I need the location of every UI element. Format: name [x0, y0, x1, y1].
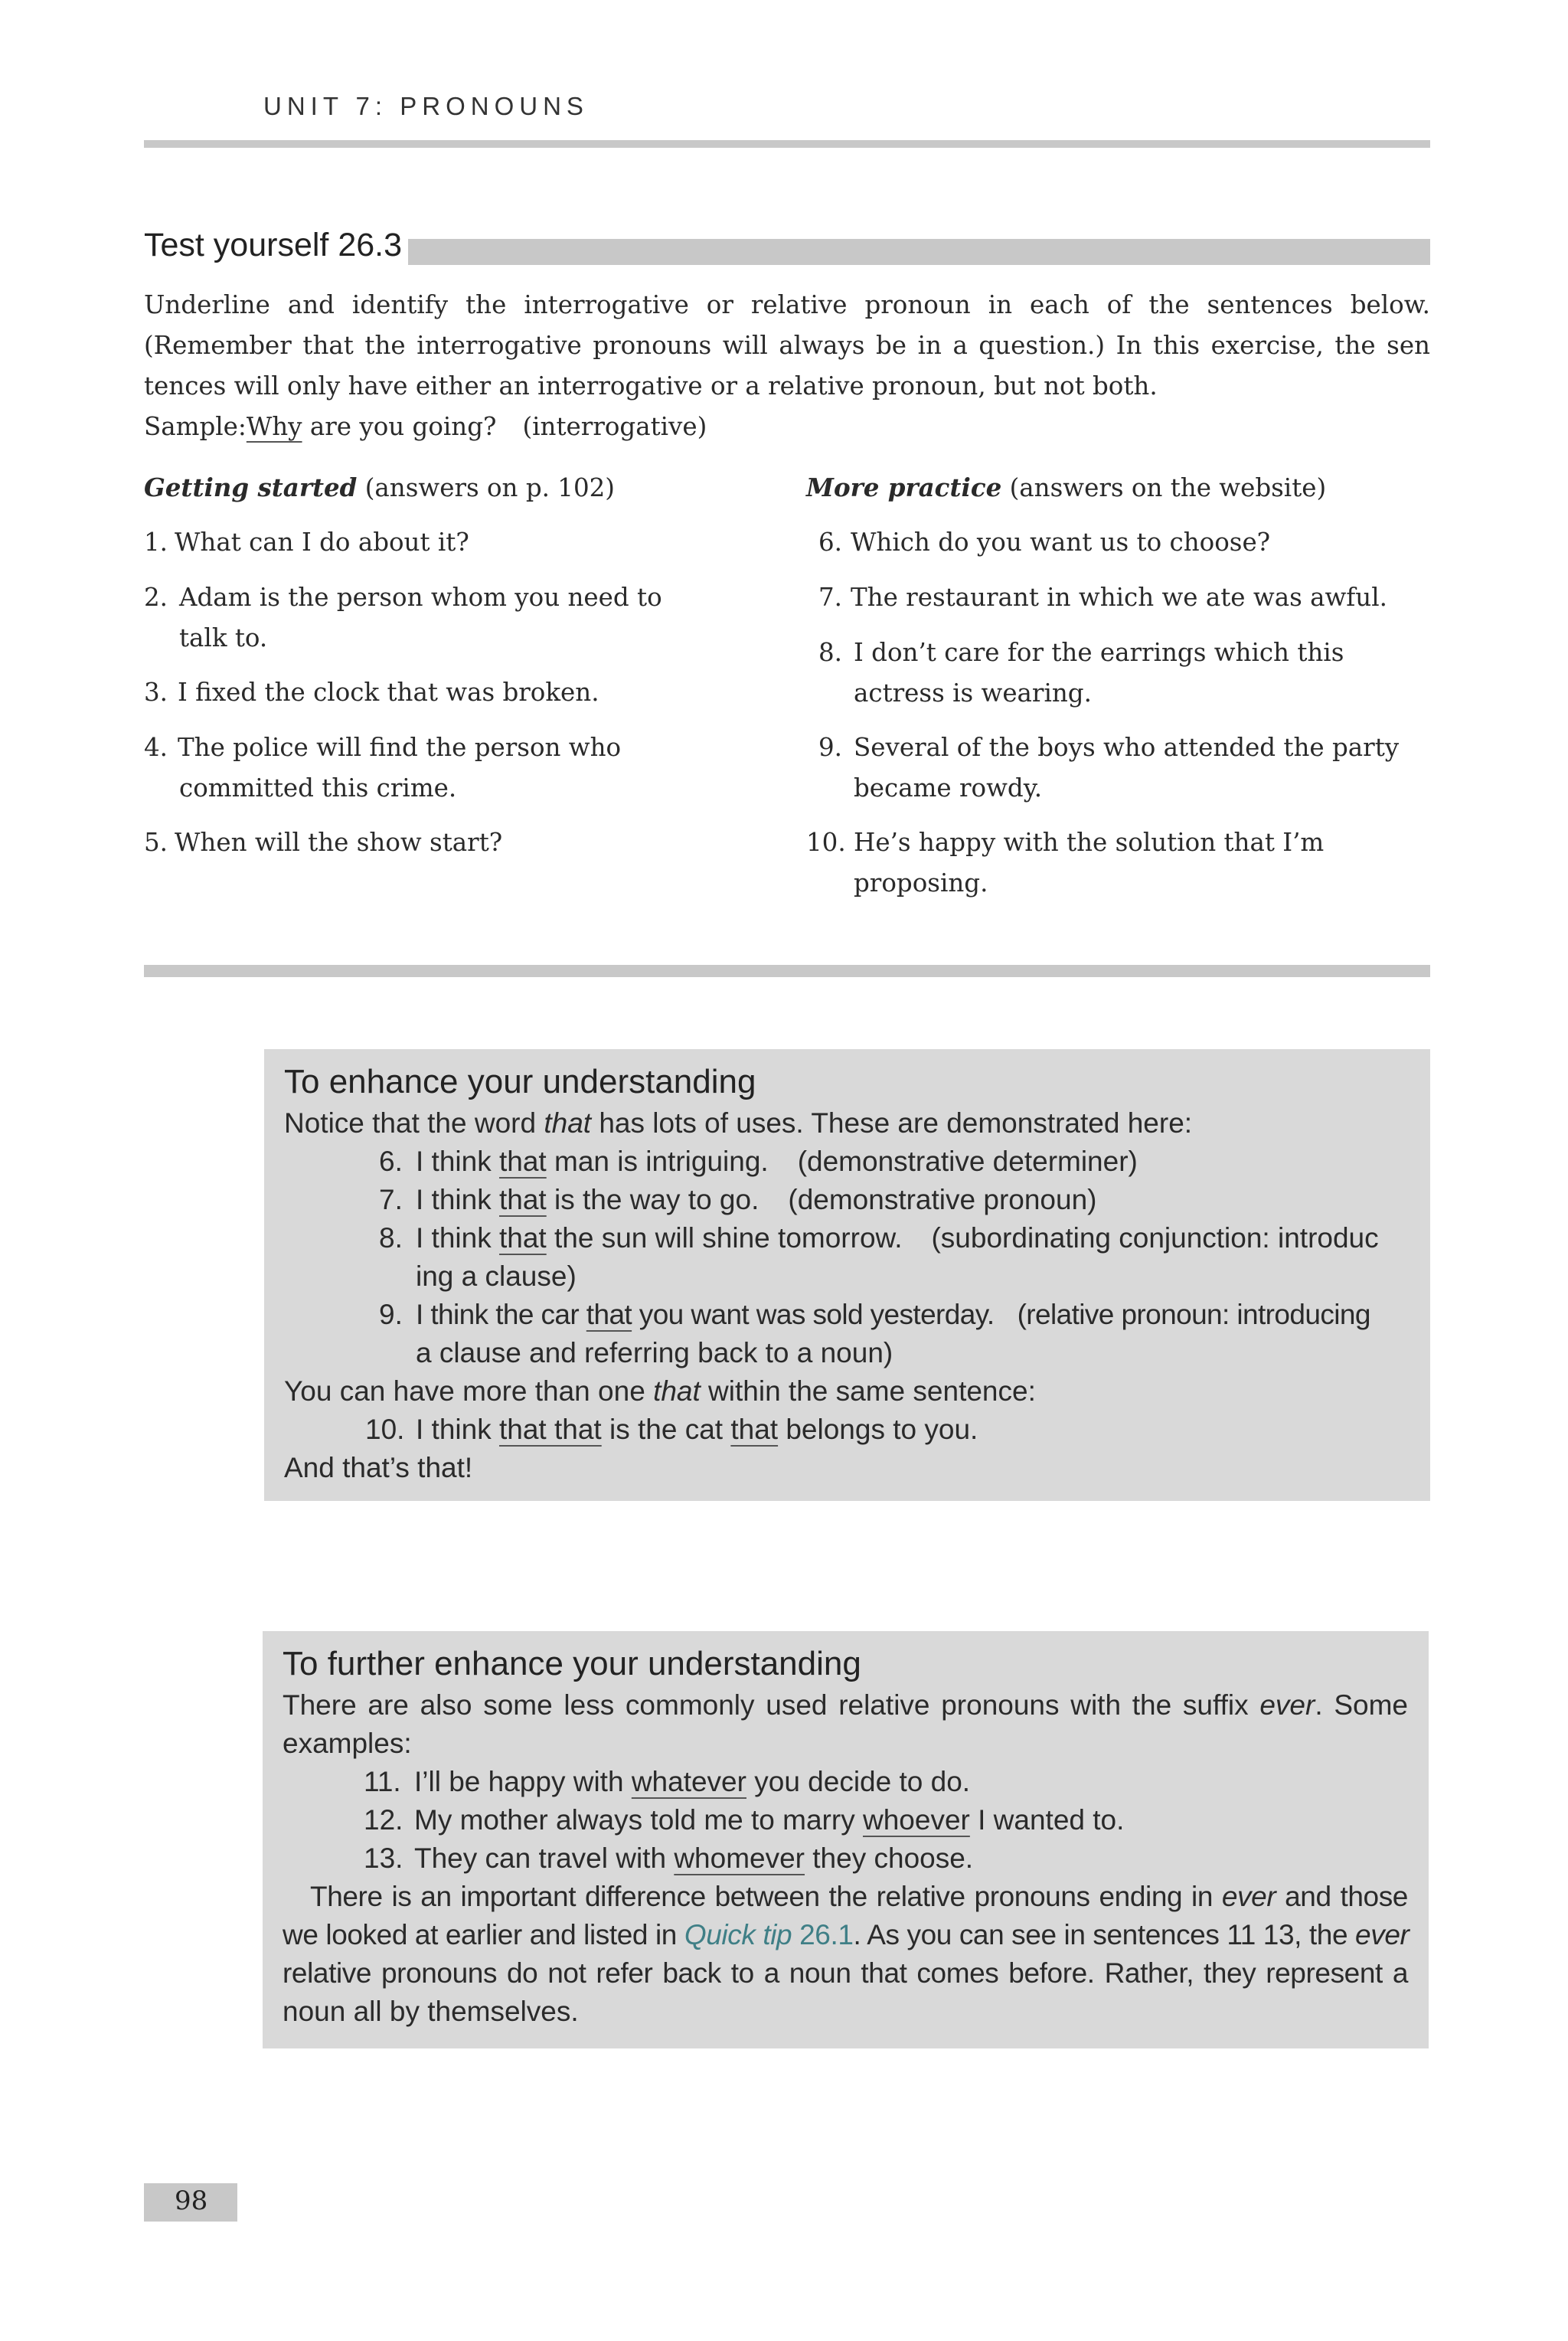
box-text: noun all by themselves.: [283, 1996, 579, 2027]
example-line: 7.: [379, 1184, 403, 1215]
exercise-item: 9. Several of the boys who attended the party: [818, 733, 1400, 762]
further-box: [263, 1631, 1429, 2048]
getting-started-heading: Getting started (answers on p. 102): [144, 472, 615, 502]
more-practice-heading: More practice (answers on the website): [806, 472, 1327, 502]
exercise-item: 3. I fixed the clock that was broken.: [144, 678, 599, 707]
example-line: 8.: [379, 1222, 403, 1254]
example-text: My mother always told me to marry whoever I wanted to.: [414, 1804, 1125, 1836]
example-line: 11.: [364, 1766, 401, 1797]
page-number-box: [144, 2183, 237, 2222]
exercise-item-continuation: became rowdy.: [854, 773, 1043, 803]
exercise-item: 8. I don’t care for the earrings which this: [818, 638, 1344, 667]
exercise-item: 1. What can I do about it?: [144, 528, 469, 557]
quick-tip-link[interactable]: Quick tip: [684, 1919, 792, 1950]
box-text: There are also some less commonly used relative pronouns with the suffix ever. Some: [283, 1689, 1409, 1721]
exercise-item-continuation: actress is wearing.: [854, 678, 1092, 708]
example-text: I think that the sun will shine tomorrow. (subordinating conjunction: introduc: [416, 1222, 1379, 1254]
example-text: I think that man is intriguing. (demonstrative determiner): [416, 1146, 1138, 1177]
example-text: I’ll be happy with whatever you decide to do.: [414, 1766, 971, 1797]
example-continuation: a clause and referring back to a noun): [416, 1337, 893, 1368]
exercise-item: 6. Which do you want us to choose?: [818, 528, 1271, 557]
page-number: 98: [175, 2186, 208, 2216]
box-text: we looked at earlier and listed in Quick tip 26.1. As you can see in sentences 11 13, the ever: [283, 1919, 1410, 1950]
sample-label: Sample:: [144, 412, 247, 441]
exercise-item-continuation: proposing.: [854, 868, 988, 897]
title-bar: [408, 239, 1430, 265]
example-line: 12.: [364, 1804, 403, 1836]
exercise-item-continuation: talk to.: [179, 623, 268, 652]
exercise-item: 7. The restaurant in which we ate was awful.: [818, 583, 1387, 612]
example-text: I think the car that you want was sold yesterday. (relative pronoun: introducing: [416, 1299, 1370, 1330]
example-line: 13.: [364, 1842, 403, 1874]
sample-rest: are you going?: [302, 412, 497, 441]
box-title: To further enhance your understanding: [283, 1645, 861, 1682]
enhance-box: [264, 1049, 1430, 1501]
example-continuation: ing a clause): [416, 1260, 577, 1292]
section-title: Test yourself 26.3: [144, 227, 403, 263]
sample-underlined: Why: [246, 412, 302, 441]
example-line: 6.: [379, 1146, 403, 1177]
box-title: To enhance your understanding: [284, 1063, 756, 1100]
example-text: I think that that is the cat that belongs to you.: [416, 1414, 978, 1445]
box-text: examples:: [283, 1728, 412, 1759]
box-text: There is an important difference between the relative pronouns ending in ever and those: [310, 1881, 1408, 1912]
box-text: Notice that the word that has lots of uses. These are demonstrated here:: [284, 1107, 1193, 1139]
exercise-item: 10. He’s happy with the solution that I’m: [806, 828, 1325, 857]
sample-line: [144, 407, 1430, 447]
exercise-item: 4. The police will find the person who: [144, 733, 622, 762]
box-text: And that’s that!: [284, 1452, 473, 1483]
exercise-item: 2. Adam is the person whom you need to: [144, 583, 662, 612]
box-text: relative pronouns do not refer back to a noun that comes before. Rather, they represent a: [283, 1957, 1408, 1989]
example-line: 9.: [379, 1299, 403, 1330]
box-text: You can have more than one that within the same sentence:: [284, 1375, 1036, 1407]
header-rule: [144, 140, 1430, 148]
exercise-item: 5. When will the show start?: [144, 828, 503, 857]
running-head: UNIT 7: PRONOUNS: [263, 92, 589, 120]
instructions-line: tences will only have either an interrogative or a relative pronoun, but not both.: [144, 371, 1158, 401]
instructions: [144, 285, 1430, 447]
exercise-item-continuation: committed this crime.: [179, 773, 457, 803]
example-text: They can travel with whomever they choose.: [414, 1842, 974, 1874]
example-line: 10.: [365, 1414, 405, 1445]
example-text: I think that is the way to go. (demonstrative pronoun): [416, 1184, 1097, 1215]
instructions-line: Underline and identify the interrogative or relative pronoun in each of the sentences below.: [144, 290, 1430, 319]
instructions-line: (Remember that the interrogative pronouns will always be in a question.) In this exercise, the sen: [144, 331, 1430, 360]
sample-note: (interrogative): [522, 412, 707, 441]
section-rule: [144, 965, 1430, 977]
